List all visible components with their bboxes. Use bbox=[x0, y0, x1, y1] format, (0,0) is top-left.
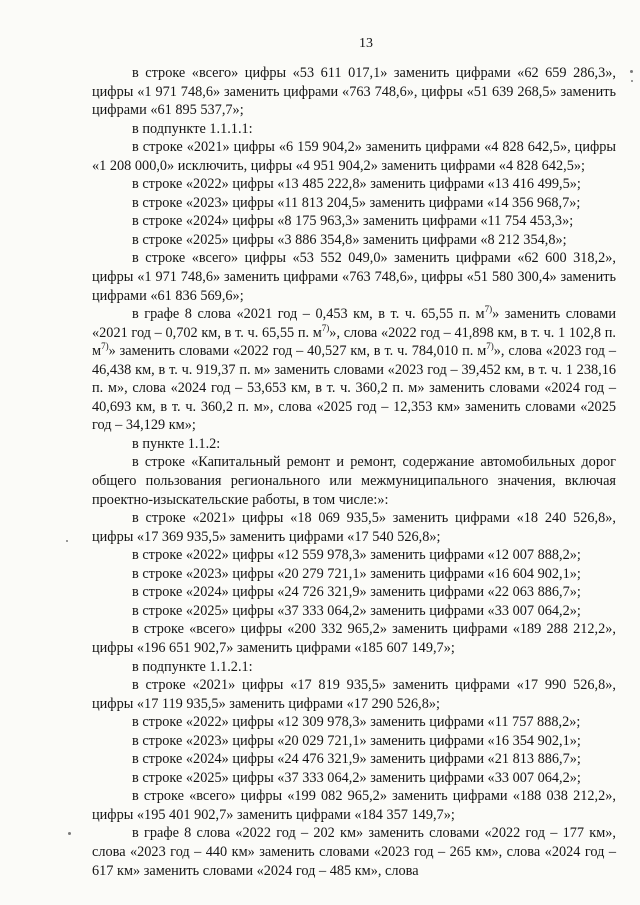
paragraph: в строке «2025» цифры «37 333 064,2» заменить цифрами «33 007 064,2»; bbox=[132, 769, 581, 786]
paragraph: в строке «2023» цифры «20 029 721,1» заменить цифрами «16 354 902,1»; bbox=[132, 732, 581, 749]
paragraph: в строке «2022» цифры «12 309 978,3» заменить цифрами «11 757 888,2»; bbox=[132, 714, 581, 731]
scan-speck bbox=[66, 540, 68, 542]
paragraph: в пункте 1.1.2: bbox=[132, 435, 221, 452]
scan-speck bbox=[631, 80, 633, 82]
scan-speck bbox=[630, 70, 633, 73]
paragraph: в строке «2021» цифры «6 159 904,2» заменить цифрами «4 828 642,5», цифры «1 208 000,0» исключить, цифры «4 951 904,2» заменить цифрами «4 828 642,5»; bbox=[92, 139, 616, 174]
paragraph: в строке «2024» цифры «24 476 321,9» заменить цифрами «21 813 886,7»; bbox=[132, 751, 581, 768]
paragraph: в строке «2021» цифры «18 069 935,5» заменить цифрами «18 240 526,8», цифры «17 369 935,5» заменить цифрами «17 540 526,8»; bbox=[92, 510, 616, 545]
paragraph: в строке «всего» цифры «53 552 049,0» заменить цифрами «62 600 318,2», цифры «1 971 748,6» заменить цифрами «763 748,6», цифры «51 580 300,4» заменить цифрами «61 836 569,6»; bbox=[92, 250, 616, 304]
paragraph: в строке «всего» цифры «199 082 965,2» заменить цифрами «188 038 212,2», цифры «195 401 902,7» заменить цифрами «184 357 149,7»; bbox=[92, 788, 616, 823]
scan-speck bbox=[68, 832, 71, 835]
paragraph: в строке «2021» цифры «17 819 935,5» заменить цифрами «17 990 526,8», цифры «17 119 935,5» заменить цифрами «17 290 526,8»; bbox=[92, 677, 616, 712]
paragraph: в графе 8 слова «2021 год – 0,453 км, в т. ч. 65,55 п. $м^{7)}$» заменить словами «2021 год – 0,702 км, в т. ч. 65,55 п. $м^{7)}$», слова «2022 год – 41,898 км, в т. ч. 1 102,8 п. $м^{7)}$» заменить словами «2022 год – 40,527 км, в т. ч. 784,010 п. $м^{7)}$», слова «2023 год – 46,438 км, в т. ч. 919,37 п. м» заменить словами «2023 год – 39,452 км, в т. ч. 1 238,16 п. м», слова «2024 год – 53,653 км, в т. ч. 360,2 п. м» заменить словами «2024 год – 40,693 км, в т. ч. 360,2 п. м», слова «2025 год – 12,353 км» заменить словами «2025 год – 34,129 км»; bbox=[92, 304, 616, 434]
page-number: 13 bbox=[359, 36, 373, 51]
paragraph: в строке «2025» цифры «3 886 354,8» заменить цифрами «8 212 354,8»; bbox=[132, 231, 567, 248]
paragraph: в строке «2024» цифры «24 726 321,9» заменить цифрами «22 063 886,7»; bbox=[132, 584, 581, 601]
paragraph: в подпункте 1.1.1.1: bbox=[132, 120, 253, 137]
paragraph: в графе 8 слова «2022 год – 202 км» заменить словами «2022 год – 177 км», слова «2023 год – 440 км» заменить словами «2023 год – 265 км», слова «2024 год – 617 км» заменить словами «2024 год – 485 км», слова bbox=[92, 825, 616, 879]
paragraph: в подпункте 1.1.2.1: bbox=[132, 658, 253, 675]
paragraph: в строке «2022» цифры «12 559 978,3» заменить цифрами «12 007 888,2»; bbox=[132, 547, 581, 564]
paragraph: в строке «2022» цифры «13 485 222,8» заменить цифрами «13 416 499,5»; bbox=[132, 176, 581, 193]
paragraph: в строке «всего» цифры «200 332 965,2» заменить цифрами «189 288 212,2», цифры «196 651 902,7» заменить цифрами «185 607 149,7»; bbox=[92, 621, 616, 656]
document-body bbox=[92, 64, 616, 880]
paragraph: в строке «2025» цифры «37 333 064,2» заменить цифрами «33 007 064,2»; bbox=[132, 602, 581, 619]
paragraph: в строке «2024» цифры «8 175 963,3» заменить цифрами «11 754 453,3»; bbox=[132, 213, 574, 230]
paragraph: в строке «2023» цифры «11 813 204,5» заменить цифрами «14 356 968,7»; bbox=[132, 194, 581, 211]
paragraph: в строке «Капитальный ремонт и ремонт, содержание автомобильных дорог общего пользования регионального или межмуниципального значения, включая проектно-изыскательские работы, в том числе:»: bbox=[92, 454, 616, 508]
paragraph: в строке «2023» цифры «20 279 721,1» заменить цифрами «16 604 902,1»; bbox=[132, 565, 581, 582]
paragraph: в строке «всего» цифры «53 611 017,1» заменить цифрами «62 659 286,3», цифры «1 971 748,6» заменить цифрами «763 748,6», цифры «51 639 268,5» заменить цифрами «61 895 537,7»; bbox=[92, 65, 616, 119]
